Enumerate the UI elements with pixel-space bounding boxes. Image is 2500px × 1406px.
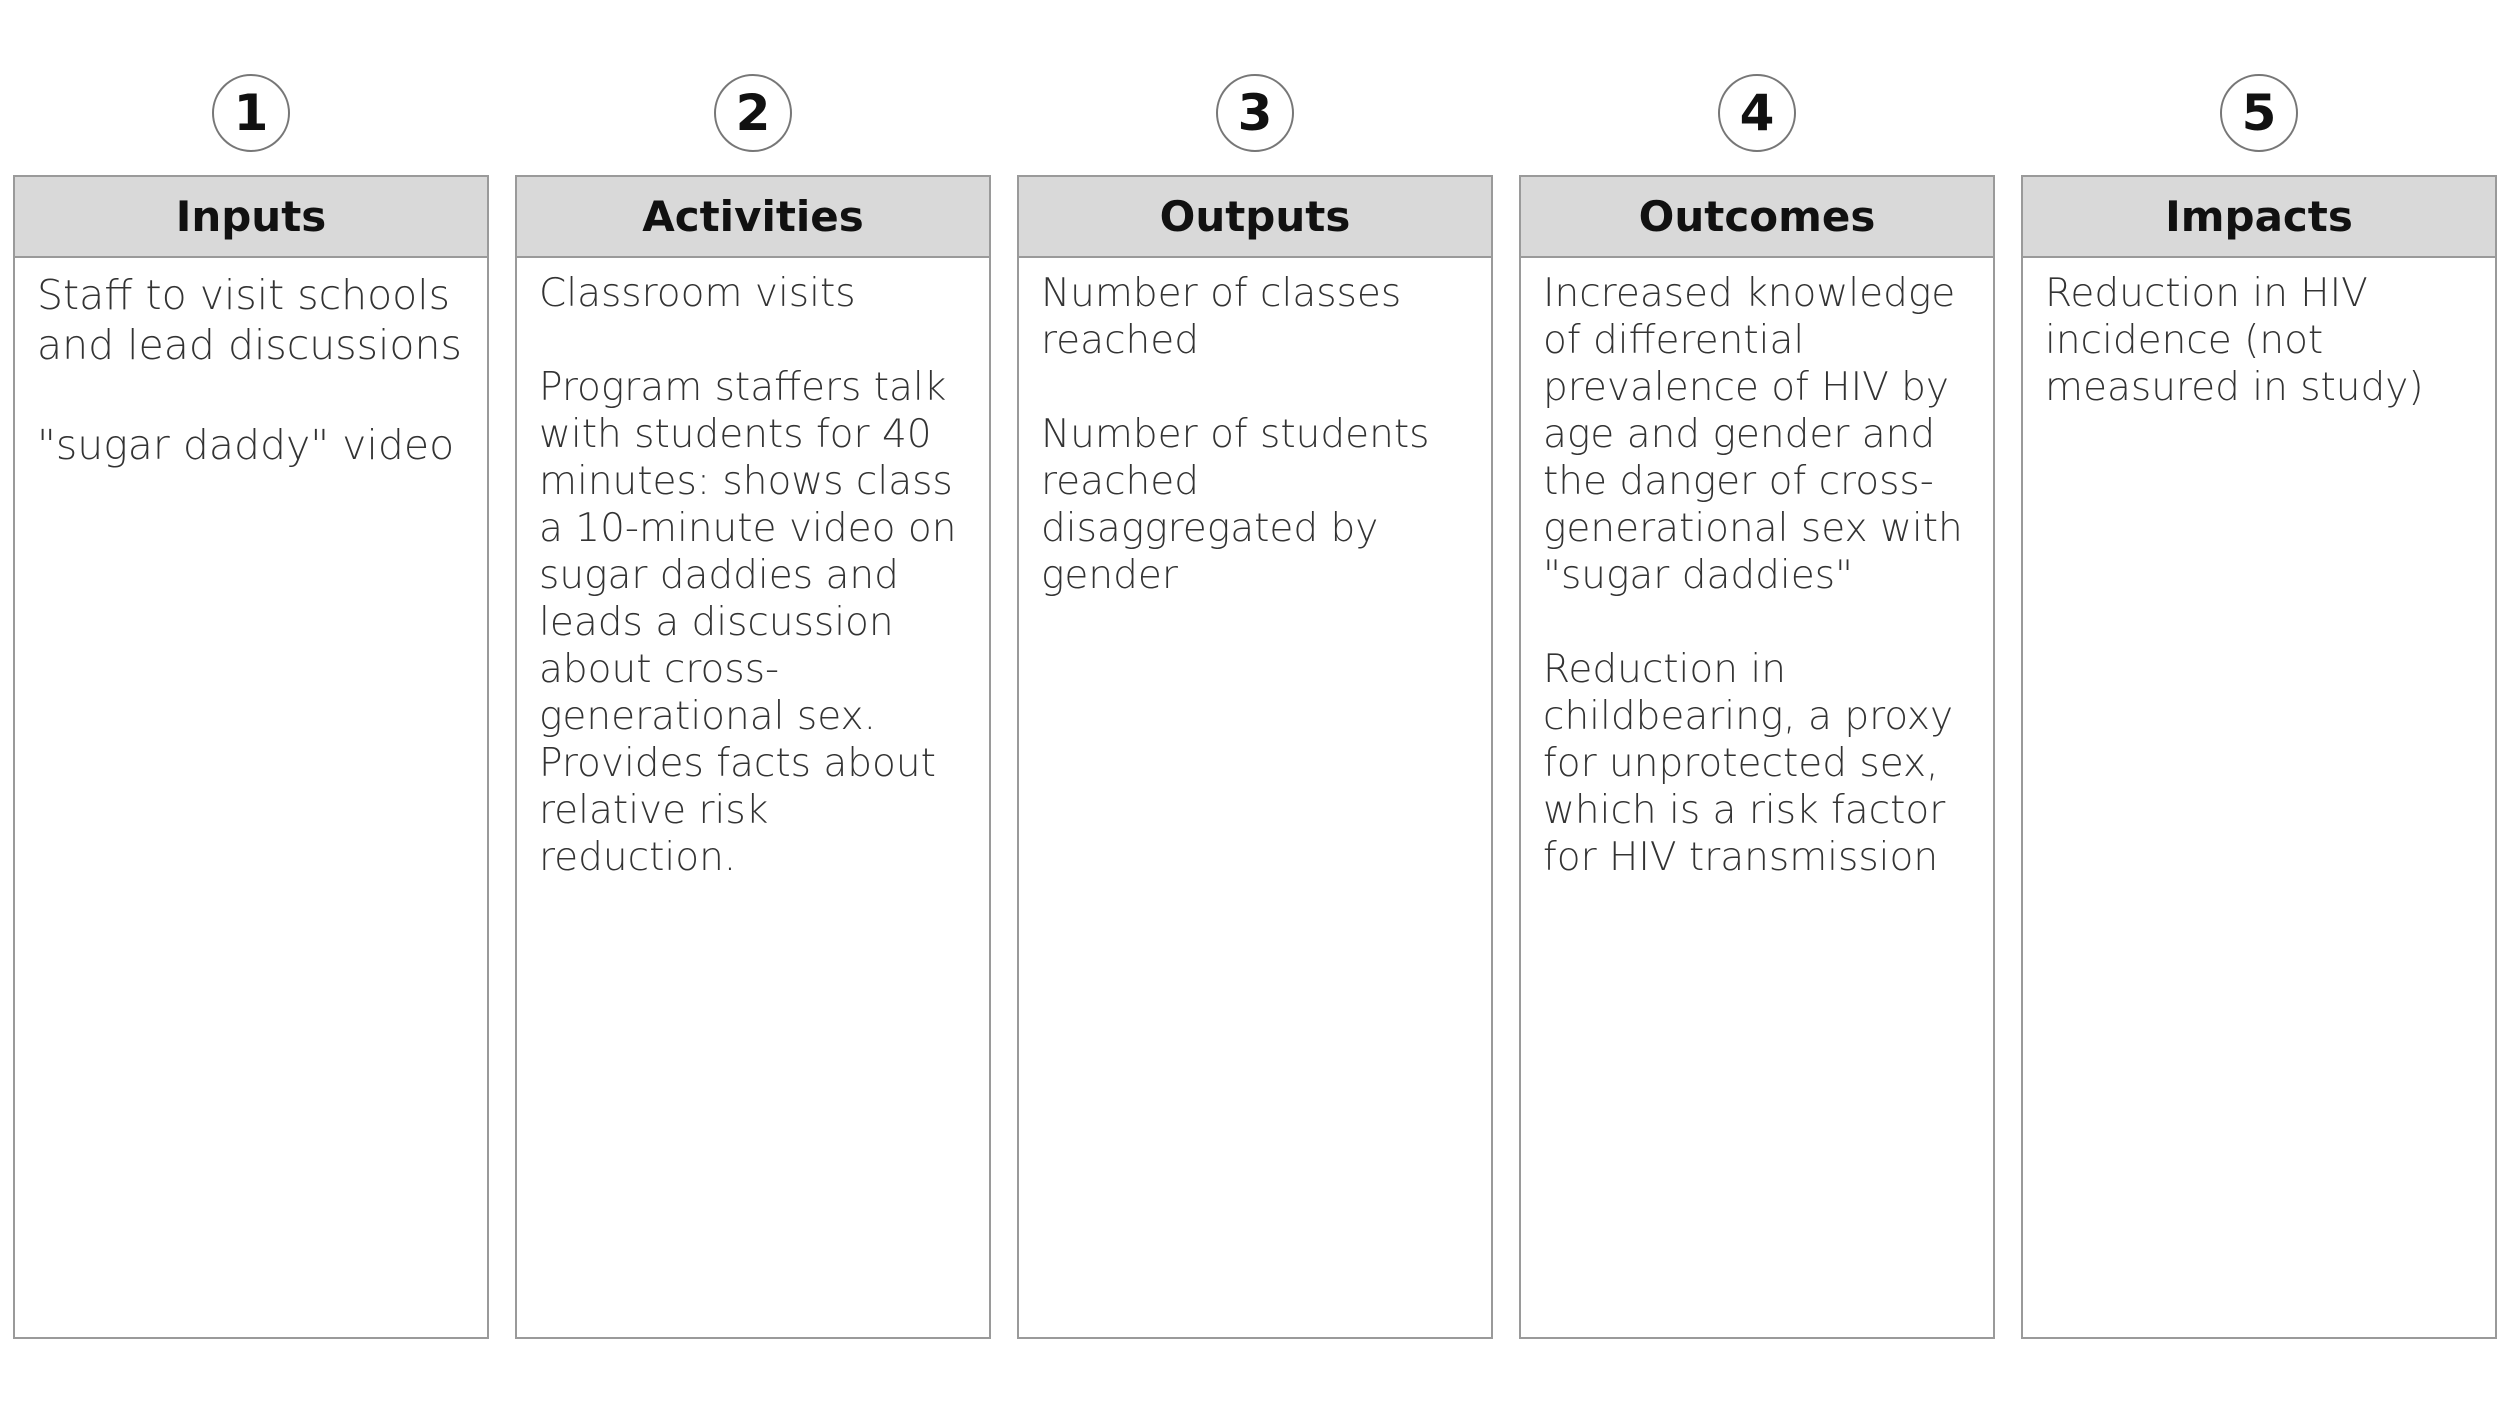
card-paragraph: Program staffers talk with students for 40 minutes: shows class a 10-minute video on sugar daddies and leads a discussion about cross-generational sex. Provides facts about relative risk reduction. — [539, 365, 957, 880]
step-number-badge: 3 — [1216, 74, 1294, 152]
outcomes-card — [1519, 175, 1995, 1339]
step-number-badge: 4 — [1718, 74, 1796, 152]
column-inputs — [13, 0, 489, 1340]
card-header-activities: Activities — [517, 177, 989, 258]
card-paragraph: Number of students reached disaggregated by gender — [1041, 412, 1430, 598]
card-paragraph: "sugar daddy" video — [37, 421, 455, 469]
card-header-impacts: Impacts — [2023, 177, 2495, 258]
card-header-inputs: Inputs — [15, 177, 487, 258]
inputs-card — [13, 175, 489, 1339]
card-body-impacts — [2023, 258, 2495, 411]
activities-card — [515, 175, 991, 1339]
card-body-activities — [517, 258, 989, 881]
card-paragraph: Staff to visit schools and lead discussions — [37, 271, 462, 369]
step-number-badge: 1 — [212, 74, 290, 152]
card-header-outputs: Outputs — [1019, 177, 1491, 258]
card-paragraph: Number of classes reached — [1041, 271, 1402, 363]
column-impacts — [2021, 0, 2497, 1340]
card-body-outputs — [1019, 258, 1491, 599]
card-paragraph: Classroom visits — [539, 271, 856, 316]
card-header-outcomes: Outcomes — [1521, 177, 1993, 258]
card-body-outcomes — [1521, 258, 1993, 881]
card-body-inputs — [15, 258, 487, 470]
impacts-card — [2021, 175, 2497, 1339]
card-paragraph: Reduction in childbearing, a proxy for unprotected sex, which is a risk factor for HIV transmission — [1543, 647, 1954, 880]
step-number-badge: 5 — [2220, 74, 2298, 152]
step-number-badge: 2 — [714, 74, 792, 152]
outputs-card — [1017, 175, 1493, 1339]
card-paragraph: Reduction in HIV incidence (not measured in study) — [2045, 271, 2424, 410]
card-paragraph: Increased knowledge of differential prevalence of HIV by age and gender and the danger of cross-generational sex with "sugar daddies" — [1543, 271, 1963, 598]
column-outputs — [1017, 0, 1493, 1340]
column-activities — [515, 0, 991, 1340]
column-outcomes — [1519, 0, 1995, 1340]
